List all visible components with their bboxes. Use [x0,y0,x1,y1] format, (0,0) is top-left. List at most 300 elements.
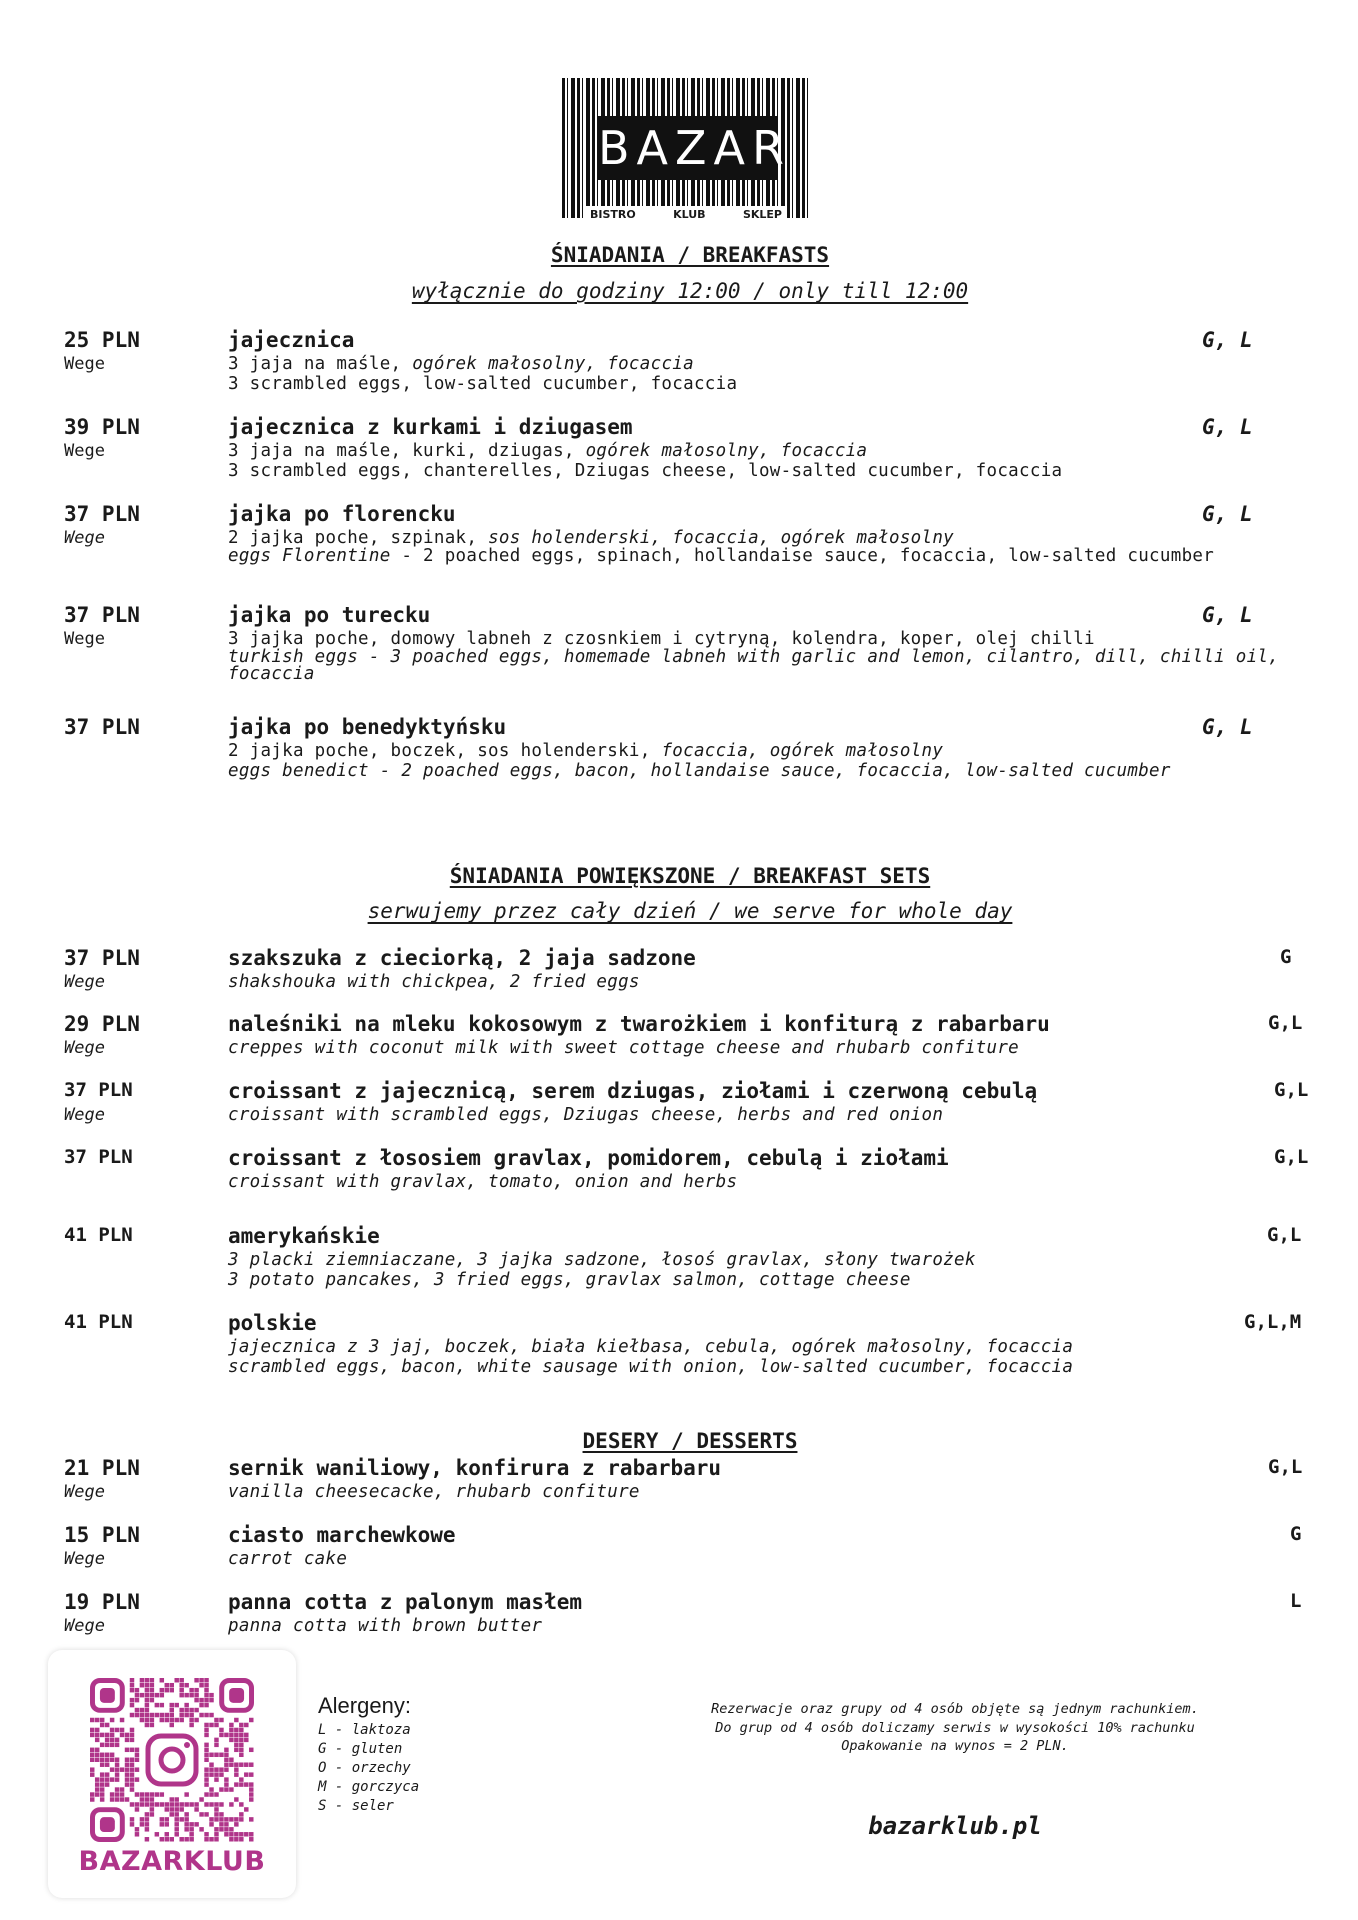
qr-module [100,1743,104,1747]
website-link[interactable]: bazarklub.pl [868,1812,1042,1840]
qr-module [145,1837,149,1841]
qr-module [229,1787,233,1791]
item-name: amerykańskie [228,1224,380,1248]
qr-module [229,1728,233,1732]
qr-module [115,1758,119,1762]
item-name: ciasto marchewkowe [228,1523,456,1547]
qr-module [234,1837,238,1841]
item-desc-en: croissant with gravlax, tomato, onion and herbs [228,1172,738,1192]
qr-module [244,1832,248,1836]
qr-module [229,1738,233,1742]
qr-module [194,1822,198,1826]
qr-module [135,1827,139,1831]
item-desc-pl: 2 jajka poche, szpinak, sos holenderski, focaccia, ogórek małosolny [228,528,955,548]
note-line: Opakowanie na wynos = 2 PLN. [841,1738,1069,1754]
qr-module [209,1772,213,1776]
qr-module [239,1728,243,1732]
qr-module [224,1827,228,1831]
qr-module [244,1723,248,1727]
qr-module [145,1693,149,1697]
qr-module [150,1812,154,1816]
qr-module [174,1797,178,1801]
qr-module [214,1807,218,1811]
qr-module [244,1772,248,1776]
item-allergens: G,L [1268,1012,1303,1034]
qr-module [234,1728,238,1732]
qr-module [135,1807,139,1811]
item-allergens: G, L [1202,603,1253,627]
qr-module [244,1782,248,1786]
item-desc-en: 3 scrambled eggs, low-salted cucumber, focaccia [228,374,738,394]
qr-module [214,1777,218,1781]
qr-module [130,1748,134,1752]
item-allergens: G [1280,946,1292,968]
qr-module [189,1723,193,1727]
qr-module [219,1753,223,1757]
qr-module [150,1718,154,1722]
item-allergens: G,L [1274,1079,1309,1101]
note-line: Do grup od 4 osób doliczamy serwis w wysokości 10% rachunku [715,1719,1195,1736]
qr-module [189,1832,193,1836]
allergen-entry: M - gorczyca [318,1779,420,1795]
qr-module [145,1718,149,1722]
qr-module [229,1758,233,1762]
qr-module [150,1807,154,1811]
qr-module [214,1827,218,1831]
qr-module [105,1758,109,1762]
qr-module [120,1718,124,1722]
qr-module [239,1837,243,1841]
item-tag: Wege [64,528,105,548]
qr-module [199,1797,203,1801]
qr-module [140,1792,144,1796]
qr-module [145,1817,149,1821]
qr-module [170,1683,174,1687]
breakfasts-title: ŚNIADANIA / BREAKFASTS [550,243,830,267]
item-tag: Wege [64,1616,105,1636]
item-price: 25 PLN [64,328,140,352]
qr-module [209,1723,213,1727]
qr-module [234,1767,238,1771]
qr-module [95,1753,99,1757]
qr-module [145,1797,149,1801]
item-name: panna cotta z palonym masłem [228,1590,583,1614]
qr-brand-label: BAZARKLUB [78,1846,266,1877]
qr-module [184,1802,188,1806]
qr-module [229,1802,233,1806]
qr-module [135,1832,139,1836]
qr-module [239,1753,243,1757]
qr-module [189,1708,193,1712]
qr-module [160,1817,164,1821]
qr-module [209,1787,213,1791]
item-name: naleśniki na mleku kokosowym z twarożkiem i konfiturą z rabarbaru [228,1012,1050,1036]
qr-module [189,1827,193,1831]
qr-module [239,1782,243,1786]
qr-module [90,1767,94,1771]
qr-module [229,1832,233,1836]
qr-module [160,1802,164,1806]
qr-module [95,1782,99,1786]
item-desc-en: shakshouka with chickpea, 2 fried eggs [228,972,640,992]
qr-finder-center [100,1817,115,1832]
qr-module [204,1688,208,1692]
item-allergens: G, L [1202,415,1253,439]
qr-module [150,1723,154,1727]
qr-module [145,1713,149,1717]
item-name: jajecznica [228,328,355,352]
qr-module [249,1797,253,1801]
qr-module [130,1678,134,1682]
qr-module [249,1772,253,1776]
qr-module [229,1827,233,1831]
qr-module [100,1758,104,1762]
qr-module [179,1693,183,1697]
qr-module [199,1703,203,1707]
item-desc-pl: 3 jaja na maśle, ogórek małosolny, focaccia [228,354,694,374]
qr-module [130,1738,134,1742]
qr-module [105,1772,109,1776]
qr-module [160,1688,164,1692]
qr-module [209,1837,213,1841]
logo-sub-sklep: SKLEP [739,206,786,224]
qr-module [140,1797,144,1801]
qr-module [135,1777,139,1781]
item-desc-en: scrambled eggs, bacon, white sausage with onion, low-salted cucumber, focaccia [228,1357,1074,1377]
qr-module [224,1787,228,1791]
qr-module [105,1738,109,1742]
qr-module [219,1817,223,1821]
qr-module [229,1817,233,1821]
qr-module [204,1698,208,1702]
item-desc-en: 3 scrambled eggs, chanterelles, Dziugas cheese, low-salted cucumber, focaccia [228,461,1063,481]
qr-module [105,1777,109,1781]
qr-module [204,1703,208,1707]
qr-module [199,1678,203,1682]
qr-module [239,1762,243,1766]
qr-module [130,1703,134,1707]
qr-module [125,1797,129,1801]
qr-module [224,1817,228,1821]
item-desc-pl: jajecznica z 3 jaj, boczek, biała kiełbasa, cebula, ogórek małosolny, focaccia [228,1337,1074,1357]
qr-module [224,1733,228,1737]
qr-module [189,1822,193,1826]
qr-module [110,1733,114,1737]
qr-module [165,1817,169,1821]
qr-module [214,1753,218,1757]
qr-module [110,1738,114,1742]
qr-module [160,1792,164,1796]
qr-module [214,1743,218,1747]
qr-module [234,1832,238,1836]
allergens-title: Alergeny: [318,1693,411,1718]
qr-module [110,1777,114,1781]
item-allergens: G,L,M [1244,1311,1302,1333]
item-price: 37 PLN [64,603,140,627]
item-price: 37 PLN [64,1079,133,1101]
qr-module [204,1758,208,1762]
qr-module [204,1753,208,1757]
qr-module [90,1718,94,1722]
qr-module [214,1792,218,1796]
item-tag: Wege [64,1482,105,1502]
qr-module [184,1693,188,1697]
qr-module [219,1827,223,1831]
item-price: 37 PLN [64,946,140,970]
qr-module [115,1738,119,1742]
qr-module [135,1758,139,1762]
qr-module [224,1832,228,1836]
item-price: 21 PLN [64,1456,140,1480]
qr-module [249,1832,253,1836]
qr-module [120,1733,124,1737]
qr-module [179,1802,183,1806]
qr-module [140,1713,144,1717]
qr-module [135,1792,139,1796]
qr-module [110,1743,114,1747]
item-price: 19 PLN [64,1590,140,1614]
qr-module [135,1708,139,1712]
qr-module [155,1802,159,1806]
qr-module [199,1827,203,1831]
qr-module [204,1802,208,1806]
qr-module [165,1822,169,1826]
qr-module [179,1688,183,1692]
qr-module [214,1718,218,1722]
qr-module [115,1787,119,1791]
item-price: 41 PLN [64,1311,133,1333]
instagram-icon [148,1736,196,1784]
breakfasts-subtitle: wyłącznie do godziny 12:00 / only till 12:00 [411,279,969,303]
logo-sub-bistro: BISTRO [586,206,640,224]
qr-module [174,1703,178,1707]
sets-subtitle: serwujemy przez cały dzień / we serve for whole day [367,899,1013,923]
qr-module [229,1837,233,1841]
item-desc-pl: 3 placki ziemniaczane, 3 jajka sadzone, łosoś gravlax, słony twarożek [228,1250,976,1270]
item-allergens: L [1290,1590,1302,1612]
qr-module [214,1723,218,1727]
qr-module [194,1802,198,1806]
instagram-qr-card[interactable] [48,1650,296,1898]
qr-module [165,1718,169,1722]
qr-module [155,1792,159,1796]
qr-code-icon [90,1678,254,1842]
qr-module [130,1758,134,1762]
qr-module [110,1718,114,1722]
note-line: Rezerwacje oraz grupy od 4 osób objęte są jednym rachunkiem. [711,1701,1199,1717]
qr-module [219,1767,223,1771]
qr-module [174,1718,178,1722]
qr-module [209,1713,213,1717]
qr-module [170,1703,174,1707]
qr-module [249,1837,253,1841]
qr-module [145,1703,149,1707]
qr-module [125,1758,129,1762]
qr-module [150,1797,154,1801]
qr-module [239,1723,243,1727]
qr-module [224,1748,228,1752]
qr-module [244,1738,248,1742]
qr-module [189,1802,193,1806]
item-name: szakszuka z cieciorką, 2 jaja sadzone [228,946,696,970]
allergens-legend [318,1693,419,1816]
qr-module [234,1772,238,1776]
qr-finder-center [229,1688,244,1703]
qr-module [155,1713,159,1717]
qr-module [234,1748,238,1752]
qr-module [125,1738,129,1742]
qr-module [170,1812,174,1816]
qr-module [130,1688,134,1692]
qr-module [90,1733,94,1737]
qr-module [209,1753,213,1757]
qr-module [209,1792,213,1796]
logo-wordmark: BAZAR [598,116,778,180]
qr-module [249,1792,253,1796]
qr-module [100,1762,104,1766]
item-price: 37 PLN [64,1146,133,1168]
qr-module [170,1713,174,1717]
qr-module [125,1772,129,1776]
qr-module [145,1688,149,1692]
qr-module [204,1728,208,1732]
qr-module [234,1738,238,1742]
qr-module [165,1688,169,1692]
item-desc-en: croissant with scrambled eggs, Dziugas cheese, herbs and red onion [228,1105,944,1125]
qr-module [155,1703,159,1707]
qr-module [204,1772,208,1776]
item-tag: Wege [64,441,105,461]
qr-module [179,1678,183,1682]
qr-module [214,1812,218,1816]
qr-module [115,1777,119,1781]
qr-module [204,1683,208,1687]
qr-module [239,1738,243,1742]
qr-module [150,1693,154,1697]
qr-module [160,1822,164,1826]
qr-module [95,1748,99,1752]
qr-module [150,1678,154,1682]
qr-module [105,1782,109,1786]
qr-module [110,1758,114,1762]
qr-module [95,1718,99,1722]
qr-module [174,1807,178,1811]
qr-module [95,1728,99,1732]
qr-module [130,1698,134,1702]
sets-title: ŚNIADANIA POWIĘKSZONE / BREAKFAST SETS [449,864,931,888]
qr-module [184,1812,188,1816]
qr-module [249,1782,253,1786]
qr-module [244,1807,248,1811]
qr-module [194,1718,198,1722]
qr-module [224,1758,228,1762]
qr-module [100,1753,104,1757]
qr-module [160,1837,164,1841]
qr-module [209,1698,213,1702]
qr-module [189,1688,193,1692]
qr-module [174,1822,178,1826]
qr-module [224,1762,228,1766]
qr-module [214,1738,218,1742]
item-desc-en: vanilla cheesecacke, rhubarb confiture [228,1482,640,1502]
qr-module [170,1708,174,1712]
qr-module [120,1787,124,1791]
qr-module [199,1812,203,1816]
qr-module [204,1733,208,1737]
qr-module [135,1767,139,1771]
qr-module [145,1812,149,1816]
qr-module [165,1832,169,1836]
qr-module [214,1837,218,1841]
qr-module [179,1817,183,1821]
qr-module [90,1753,94,1757]
qr-module [100,1723,104,1727]
qr-module [239,1832,243,1836]
item-tag: Wege [64,1549,105,1569]
qr-module [204,1792,208,1796]
item-name: jajka po turecku [228,603,431,627]
qr-module [135,1748,139,1752]
qr-module [209,1822,213,1826]
qr-module [90,1748,94,1752]
item-allergens: G, L [1202,715,1253,739]
qr-module [135,1698,139,1702]
qr-module [130,1733,134,1737]
qr-module [125,1762,129,1766]
qr-module [219,1812,223,1816]
qr-module [110,1767,114,1771]
qr-module [125,1733,129,1737]
qr-module [234,1822,238,1826]
qr-module [199,1713,203,1717]
qr-module [249,1762,253,1766]
qr-module [214,1802,218,1806]
item-tag: Wege [64,972,105,992]
allergen-entry: O - orzechy [318,1760,411,1776]
item-desc-pl: 3 jaja na maśle, kurki, dziugas, ogórek małosolny, focaccia [228,441,868,461]
qr-module [239,1733,243,1737]
qr-module [234,1733,238,1737]
item-desc-en: eggs benedict - 2 poached eggs, bacon, hollandaise sauce, focaccia, low-salted cucumber [228,761,1171,781]
qr-module [130,1817,134,1821]
qr-module [140,1802,144,1806]
qr-module [239,1802,243,1806]
qr-module [100,1797,104,1801]
qr-module [179,1708,183,1712]
qr-module [209,1817,213,1821]
qr-module [115,1797,119,1801]
item-price: 37 PLN [64,502,140,526]
qr-module [174,1817,178,1821]
qr-module [214,1767,218,1771]
qr-module [140,1678,144,1682]
qr-module [234,1797,238,1801]
item-tag: Wege [64,1038,105,1058]
qr-module [165,1713,169,1717]
item-allergens: G, L [1202,502,1253,526]
qr-module [194,1678,198,1682]
qr-module [184,1837,188,1841]
qr-module [204,1748,208,1752]
qr-module [174,1827,178,1831]
qr-module [239,1817,243,1821]
qr-module [184,1792,188,1796]
item-name: polskie [228,1311,317,1335]
qr-module [209,1762,213,1766]
qr-module [125,1777,129,1781]
qr-module [239,1748,243,1752]
qr-module [204,1812,208,1816]
